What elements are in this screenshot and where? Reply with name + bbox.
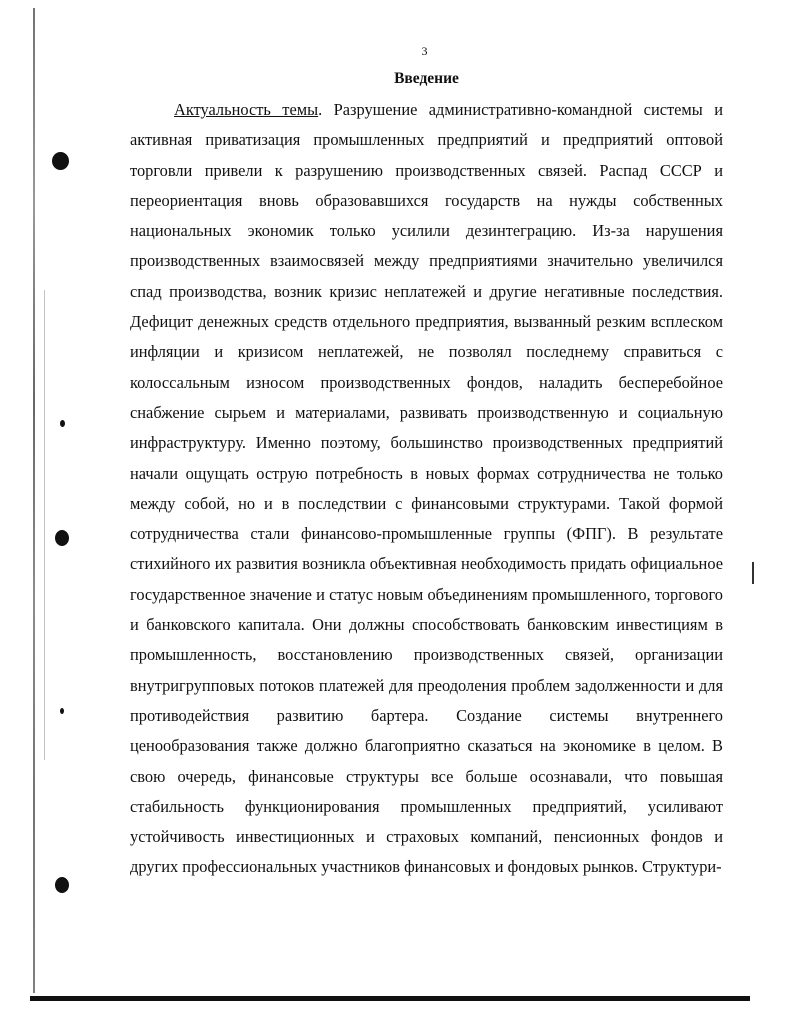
bottom-rule bbox=[30, 996, 750, 1001]
section-heading: Введение bbox=[394, 70, 459, 87]
scan-mark-right bbox=[752, 562, 754, 584]
punch-hole-middle bbox=[55, 530, 69, 546]
paragraph-text: Разрушение административно-командной системы и активная приватизация промышленных предприятий и предприятий оптовой торговли привели к разрушению производственных связей. Распад СССР и переориентация вновь образовавшихся государств на нужды собственных национальных экономик только усилили дезинтеграцию. Из-за нарушения производственных взаимосвязей между предприятиями значительно увеличился спад производства, возник кризис неплатежей и другие негативные последствия. Дефицит денежных средств отдельного предприятия, вызванный резким всплеском инфляции и кризисом неплатежей, не позволял последнему справиться с колоссальным износом производственных фондов, наладить бесперебойное снабжение сырьем и материалами, развивать производственную и социальную инфраструктуру. Именно поэтому, большинство производственных предприятий начали ощущать острую потребность в новых формах сотрудничества не только между собой, но и в последствии с финансовыми структурами. Такой формой сотрудничества стали финансово-промышленные группы (ФПГ). В результате стихийного их развития возникла объективная необходимость придать официальное государственное значение и статус новым объединениям промышленного, торгового и банковского капитала. Они должны способствовать банковским инвестициям в промышленность, восстановлению производственных связей, организации внутригрупповых потоков платежей для преодоления проблем задолженности и для противодействия развитию бартера. Создание системы внутреннего ценообразования также должно благоприятно сказаться на экономике в целом. В свою очередь, финансовые структуры все больше осознавали, что повышая стабильность функционирования промышленных предприятий, усиливают устойчивость инвестиционных и страховых компаний, пенсионных фондов и других профессиональных участников финансовых и фондовых рынков. Структури- bbox=[130, 100, 723, 877]
scan-speck bbox=[60, 708, 64, 714]
body-paragraph bbox=[130, 95, 723, 883]
punch-hole-top bbox=[52, 152, 69, 170]
scan-binding-edge bbox=[33, 8, 35, 993]
scan-binding-edge-secondary bbox=[44, 290, 45, 760]
topic-lead: Актуальность темы bbox=[174, 100, 319, 119]
page-number: 3 bbox=[421, 44, 428, 58]
punch-hole-bottom bbox=[55, 877, 69, 893]
topic-lead-period: . bbox=[318, 100, 323, 119]
scan-speck bbox=[60, 420, 65, 427]
